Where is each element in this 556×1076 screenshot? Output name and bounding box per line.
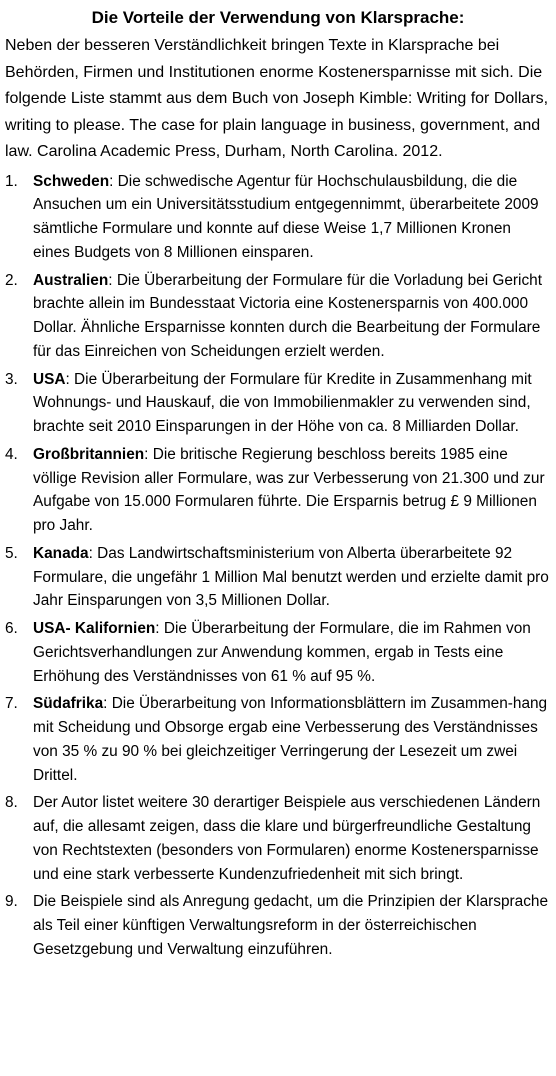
list-item-text: : Die Überarbeitung der Formulare für Kredite in Zusammenhang mit Wohnungs- und Hauskauf, die von Immobilienmakler zu verwenden sind, brachte seit 2010 Einsparungen in der Höhe von ca. 8 Milliarden Dollar. xyxy=(33,370,532,435)
list-item-text: : Das Landwirtschaftsministerium von Alberta überarbeitete 92 Formulare, die ungefähr 1 Million Mal benutzt werden und erzielte damit pro Jahr Einsparungen von 3,5 Millionen Dollar. xyxy=(33,544,549,610)
list-item-number: 4. xyxy=(5,445,18,463)
page-title: Die Vorteile der Verwendung von Klarsprache: xyxy=(91,8,465,27)
country-label: Südafrika xyxy=(33,695,104,713)
list-item-number: 7. xyxy=(5,695,18,713)
list-item xyxy=(5,890,551,961)
country-label: Kanada xyxy=(33,544,89,562)
list-item-number: 6. xyxy=(5,620,18,638)
intro-paragraph: Neben der besseren Verständlichkeit bringen Texte in Klarsprache bei Behörden, Firmen und Institutionen enorme Kostenersparnisse mit sich. Die folgende Liste stammt aus dem Buch von Joseph Kimble: Writing for Dollars, writing to please. The case for plain language in business, government, and law. Carolina Academic Press, Durham, North Carolina. 2012. xyxy=(5,37,549,160)
list-item-number: 5. xyxy=(5,544,18,562)
list-item xyxy=(5,368,551,439)
list-item-number: 9. xyxy=(5,893,18,911)
list-item-number: 3. xyxy=(5,370,18,388)
country-label: USA xyxy=(33,370,66,388)
country-label: Australien xyxy=(33,271,109,289)
list-item xyxy=(5,542,551,613)
list-item-number: 1. xyxy=(5,172,18,190)
country-label: Großbritannien xyxy=(33,445,145,463)
benefits-list xyxy=(5,170,551,962)
list-item xyxy=(5,443,551,538)
list-item-number: 2. xyxy=(5,271,18,289)
list-item xyxy=(5,791,551,886)
country-label: USA- Kalifornien xyxy=(33,620,156,638)
list-item xyxy=(5,269,551,364)
list-item xyxy=(5,617,551,688)
list-item-text: Die Beispiele sind als Anregung gedacht, um die Prinzipien der Klarsprache als Teil einer künftigen Verwaltungsreform in der österreichischen Gesetzgebung und Verwaltung einzuführen. xyxy=(33,893,549,958)
list-item xyxy=(5,692,551,787)
list-item-text: : Die britische Regierung beschloss bereits 1985 eine völlige Revision aller Formulare, was zur Verbesserung von 21.300 und zur Aufgabe von 15.000 Formularen führte. Die Ersparnis betrug £ 9 Millionen pro Jahr. xyxy=(33,445,545,534)
list-item-number: 8. xyxy=(5,794,18,812)
list-item-text: : Die Überarbeitung der Formulare, die im Rahmen von Gerichtsverhandlungen zur Anwendung kommen, ergab in Tests eine Erhöhung des Verständnisses von 61 % auf 95 %. xyxy=(33,620,531,685)
list-item xyxy=(5,170,551,265)
list-item-text: : Die Überarbeitung der Formulare für die Vorladung bei Gericht brachte allein im Bundesstaat Victoria eine Kostenersparnis von 400.000 Dollar. Ähnliche Ersparnisse konnten durch die Bearbeitung der Formulare für das Einreichen von Scheidungen erzielt werden. xyxy=(33,271,542,360)
list-item-text: Der Autor listet weitere 30 derartiger Beispiele aus verschiedenen Ländern auf, die allesamt zeigen, dass die klare und bürgerfreundliche Gestaltung von Rechtstexten (besonders von Formularen) enorme Kostenersparnisse und eine stark verbesserte Kundenzufriedenheit mit sich bringt. xyxy=(33,794,541,883)
list-item-text: : Die schwedische Agentur für Hochschulausbildung, die die Ansuchen um ein Universitätsstudium entgegennimmt, überarbeitete 2009 sämtliche Formulare und konnte auf diese Weise 1,7 Millionen Kronen eines Budgets von 8 Millionen einsparen. xyxy=(33,172,539,261)
list-item-text: : Die Überarbeitung von Informationsblättern im Zusammen-hang mit Scheidung und Obsorge ergab eine Verbesserung des Verständnisses von 35 % zu 90 % bei gleichzeitiger Verringerung der Lesezeit um zwei Drittel. xyxy=(33,695,548,784)
country-label: Schweden xyxy=(33,172,110,190)
